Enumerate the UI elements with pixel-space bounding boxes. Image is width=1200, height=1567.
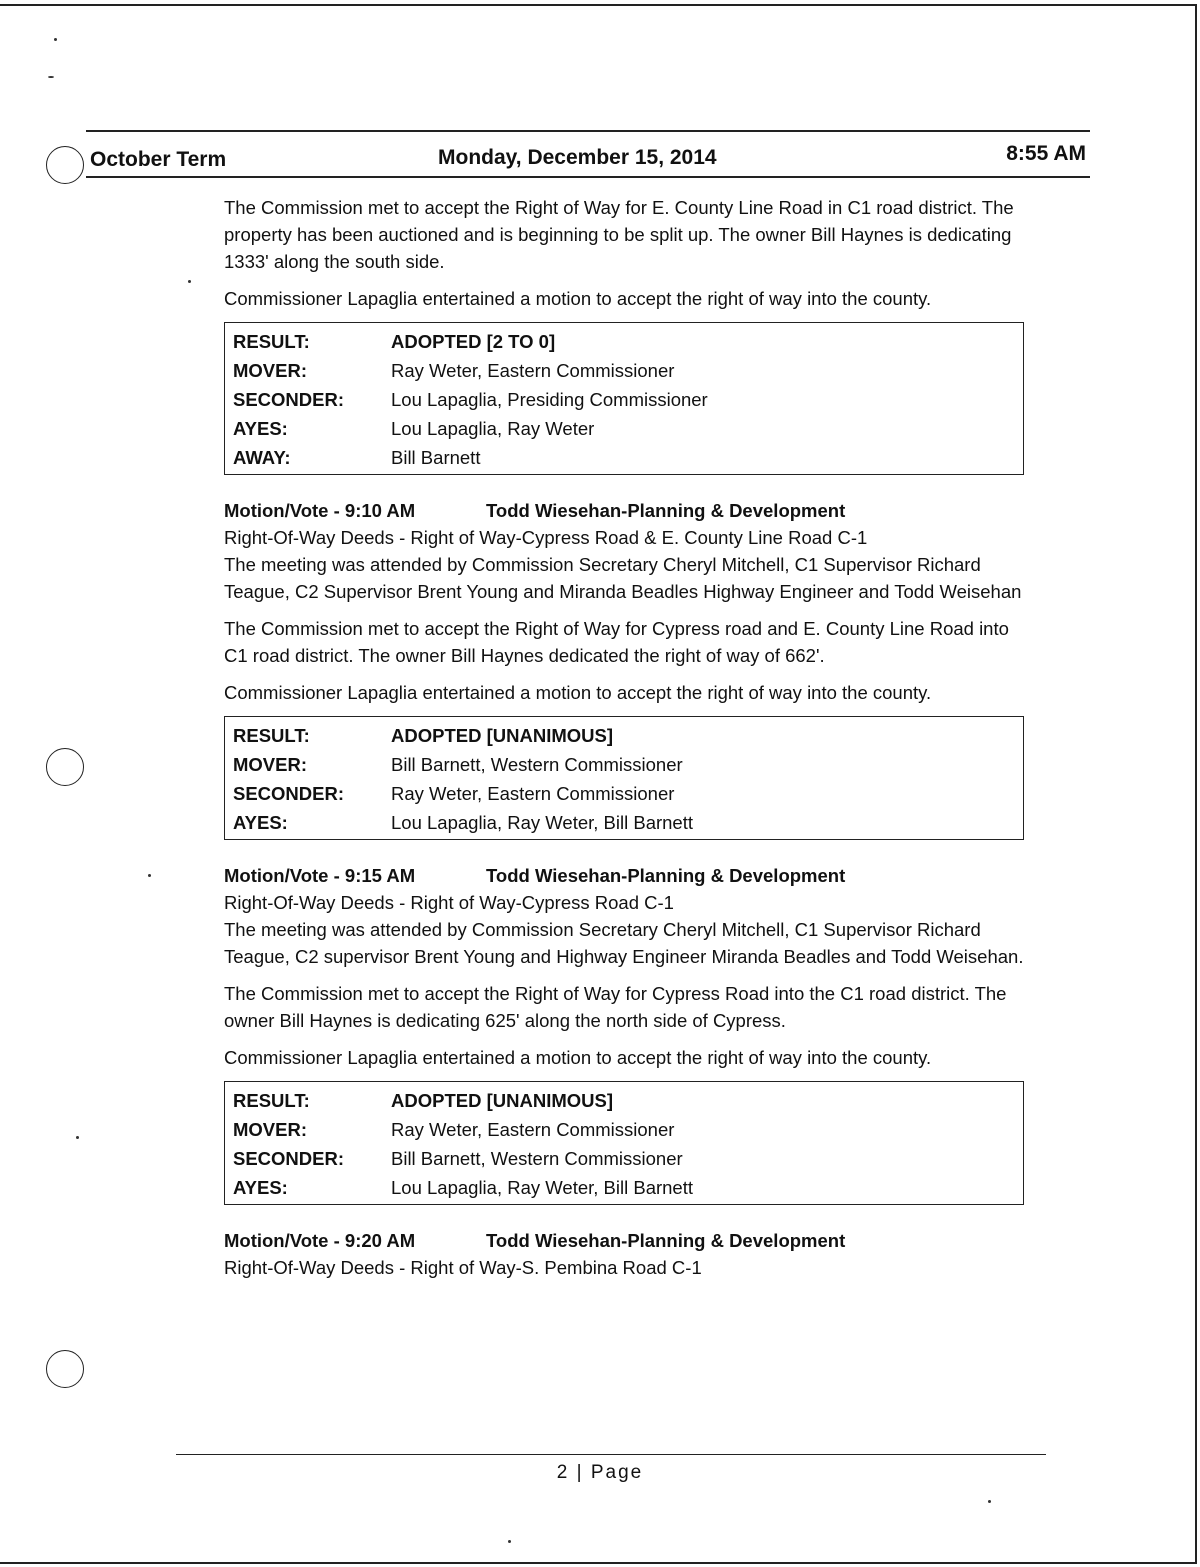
vote-label: RESULT: — [233, 331, 310, 352]
vote-value: Bill Barnett — [391, 447, 481, 468]
vote-row — [233, 356, 1015, 385]
vote-row — [233, 414, 1015, 443]
vote-value: Lou Lapaglia, Presiding Commissioner — [391, 389, 708, 410]
motion-section — [224, 1227, 1034, 1281]
vote-row — [233, 1086, 1015, 1115]
vote-row — [233, 327, 1015, 356]
vote-label: SECONDER: — [233, 1148, 345, 1169]
vote-label: AYES: — [233, 418, 288, 439]
motion-heading-line — [224, 1227, 1034, 1254]
scan-speck — [76, 1136, 79, 1139]
scan-speck — [188, 280, 191, 283]
vote-label: RESULT: — [233, 1090, 310, 1111]
vote-result: ADOPTED [2 TO 0] — [391, 331, 556, 352]
page-separator: | — [576, 1462, 584, 1483]
motion-heading: Motion/Vote - 9:15 AM — [224, 865, 416, 886]
motion-subject: Right-Of-Way Deeds - Right of Way-S. Pembina Road C-1 — [224, 1257, 702, 1278]
paragraph: The meeting was attended by Commission Secretary Cheryl Mitchell, C1 Supervisor Richard Teague, C2 Supervisor Brent Young and Miranda Beadles Highway Engineer and Todd Weisehan — [224, 554, 1022, 602]
vote-value: Ray Weter, Eastern Commissioner — [391, 360, 675, 381]
motion-subject: Right-Of-Way Deeds - Right of Way-Cypress Road C-1 — [224, 892, 674, 913]
motion-heading-line — [224, 862, 1034, 889]
paragraph: Commissioner Lapaglia entertained a motion to accept the right of way into the county. — [224, 288, 932, 309]
vote-label: RESULT: — [233, 725, 310, 746]
page-number: 2 — [556, 1462, 570, 1483]
scan-speck — [148, 874, 151, 877]
vote-row — [233, 721, 1015, 750]
page-border-top — [0, 4, 1196, 6]
paragraph: Commissioner Lapaglia entertained a motion to accept the right of way into the county. — [224, 1047, 932, 1068]
header-term: October Term — [90, 148, 227, 171]
scan-speck — [988, 1500, 991, 1503]
vote-label: SECONDER: — [233, 389, 345, 410]
page-label: Page — [590, 1462, 644, 1483]
vote-row — [233, 1173, 1015, 1202]
vote-row — [233, 779, 1015, 808]
vote-value: Lou Lapaglia, Ray Weter, Bill Barnett — [391, 812, 693, 833]
header-time: 8:55 AM — [1006, 142, 1086, 165]
scan-speck — [48, 76, 54, 78]
motion-section — [224, 497, 1034, 840]
vote-label: MOVER: — [233, 754, 307, 775]
motion-section — [224, 862, 1034, 1205]
paragraph: The Commission met to accept the Right of Way for Cypress Road into the C1 road district. The owner Bill Haynes is dedicating 625' along the north side of Cypress. — [224, 983, 1007, 1031]
vote-row — [233, 1115, 1015, 1144]
motion-heading: Motion/Vote - 9:10 AM — [224, 500, 416, 521]
vote-row — [233, 443, 1015, 472]
scan-speck — [54, 38, 57, 41]
punch-hole-bottom — [46, 1350, 84, 1388]
vote-table — [224, 1081, 1024, 1205]
vote-result: ADOPTED [UNANIMOUS] — [391, 725, 613, 746]
footer-rule — [176, 1454, 1046, 1455]
motion-presenter: Todd Wiesehan-Planning & Development — [486, 500, 846, 521]
vote-value: Ray Weter, Eastern Commissioner — [391, 1119, 675, 1140]
vote-value: Ray Weter, Eastern Commissioner — [391, 783, 675, 804]
vote-table — [224, 322, 1024, 475]
vote-row — [233, 1144, 1015, 1173]
vote-row — [233, 385, 1015, 414]
vote-row — [233, 808, 1015, 837]
punch-hole-top — [46, 146, 84, 184]
paragraph: The Commission met to accept the Right of Way for E. County Line Road in C1 road district. The property has been auctioned and is beginning to be split up. The owner Bill Haynes is dedicating 1333' along the south side. — [224, 197, 1014, 272]
vote-value: Bill Barnett, Western Commissioner — [391, 1148, 683, 1169]
vote-result: ADOPTED [UNANIMOUS] — [391, 1090, 613, 1111]
vote-label: AWAY: — [233, 447, 291, 468]
vote-label: SECONDER: — [233, 783, 345, 804]
page-header — [86, 130, 1090, 184]
header-date: Monday, December 15, 2014 — [438, 146, 717, 169]
vote-label: AYES: — [233, 1177, 288, 1198]
header-rule-bottom — [86, 176, 1090, 178]
punch-hole-middle — [46, 748, 84, 786]
vote-value: Lou Lapaglia, Ray Weter, Bill Barnett — [391, 1177, 693, 1198]
vote-value: Lou Lapaglia, Ray Weter — [391, 418, 595, 439]
vote-label: MOVER: — [233, 1119, 307, 1140]
vote-table — [224, 716, 1024, 840]
paragraph: The meeting was attended by Commission Secretary Cheryl Mitchell, C1 Supervisor Richard Teague, C2 supervisor Brent Young and Highway Engineer Miranda Beadles and Todd Weisehan. — [224, 919, 1024, 967]
page-border-bottom — [0, 1562, 1196, 1564]
motion-presenter: Todd Wiesehan-Planning & Development — [486, 1230, 846, 1251]
vote-label: MOVER: — [233, 360, 307, 381]
motion-presenter: Todd Wiesehan-Planning & Development — [486, 865, 846, 886]
minutes-body — [224, 194, 1034, 1281]
vote-value: Bill Barnett, Western Commissioner — [391, 754, 683, 775]
vote-row — [233, 750, 1015, 779]
header-rule-top — [86, 130, 1090, 132]
motion-heading-line — [224, 497, 1034, 524]
motion-subject: Right-Of-Way Deeds - Right of Way-Cypress Road & E. County Line Road C-1 — [224, 527, 868, 548]
motion-heading: Motion/Vote - 9:20 AM — [224, 1230, 416, 1251]
paragraph: The Commission met to accept the Right of Way for Cypress road and E. County Line Road into C1 road district. The owner Bill Haynes dedicated the right of way of 662'. — [224, 618, 1009, 666]
scan-speck — [508, 1540, 511, 1543]
intro-section — [224, 194, 1034, 475]
vote-label: AYES: — [233, 812, 288, 833]
page-border-right — [1195, 4, 1197, 1564]
page-footer — [0, 1462, 1200, 1484]
paragraph: Commissioner Lapaglia entertained a motion to accept the right of way into the county. — [224, 682, 932, 703]
